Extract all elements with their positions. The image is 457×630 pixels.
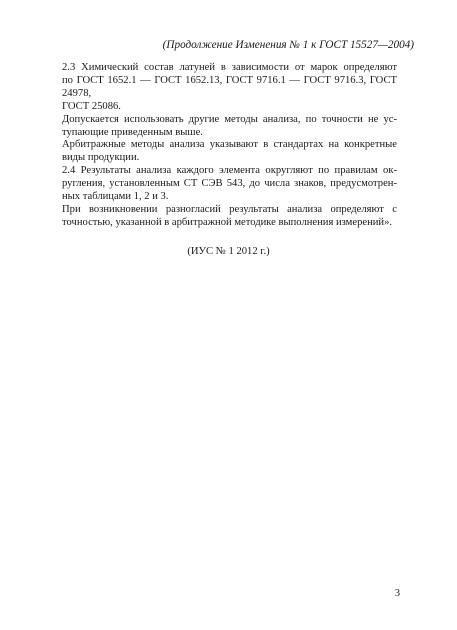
running-header: (Продолжение Изменения № 1 к ГОСТ 15527—2004) (162, 39, 414, 51)
page-number: 3 (394, 588, 400, 599)
text-line: тупающие приведенным выше. (62, 126, 203, 138)
ius-reference: (ИУС № 1 2012 г.) (187, 246, 270, 257)
paragraph-2-3 (62, 62, 397, 114)
text-line: 2.3 Химический состав латуней в зависимости от марок определяют (62, 62, 397, 73)
text-line: Арбитражные методы анализа указывают в стандартах на конкретные (62, 139, 397, 151)
text-line: Допускается использовать другие методы анализа, по точности не ус- (62, 113, 397, 125)
text-line: точностью, указанной в арбитражной методике выполнения измерений». (62, 216, 393, 228)
text-line: При возникновении разногласий результаты анализа определяют с (62, 203, 397, 215)
paragraph-disagreements (62, 204, 397, 230)
text-line: ных таблицами 1, 2 и 3. (62, 191, 169, 203)
document-body (62, 62, 397, 230)
text-line: виды продукции. (62, 152, 140, 164)
paragraph-2-4 (62, 165, 397, 204)
text-line: ГОСТ 25086. (62, 100, 121, 112)
text-line: 2.4 Результаты анализа каждого элемента округляют по правилам ок- (62, 165, 397, 177)
text-line: по ГОСТ 1652.1 — ГОСТ 1652.13, ГОСТ 9716.1 — ГОСТ 9716.3, ГОСТ 24978, (62, 74, 397, 99)
text-line: ругления, установленным СТ СЭВ 543, до числа знаков, предусмотрен- (62, 178, 397, 190)
paragraph-arbitration-methods (62, 139, 397, 165)
paragraph-other-methods (62, 114, 397, 140)
